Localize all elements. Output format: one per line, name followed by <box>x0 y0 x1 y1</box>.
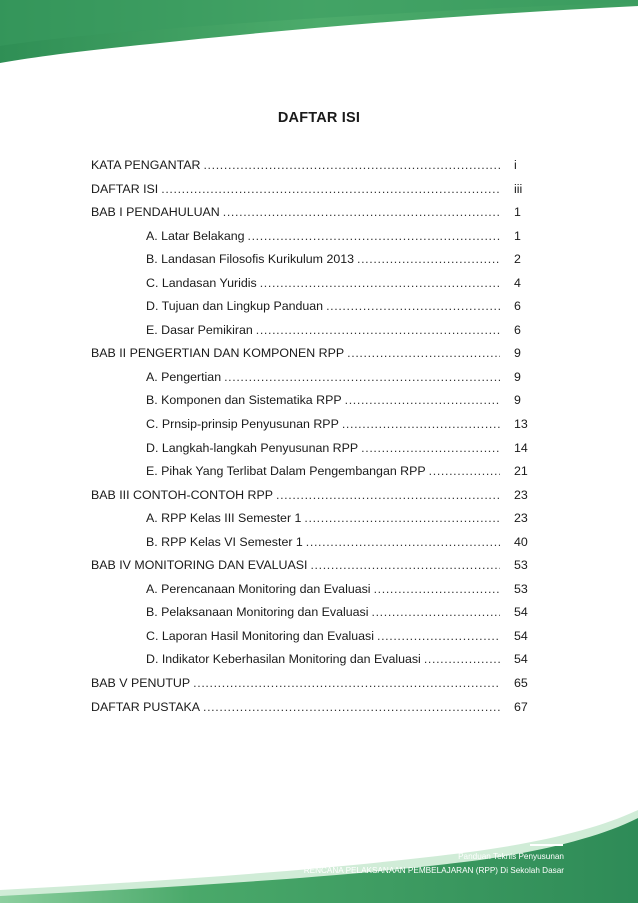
toc-entry <box>91 460 531 484</box>
toc-entry <box>91 413 531 437</box>
toc-entry <box>91 507 531 531</box>
toc-entry-title: KATA PENGANTAR . . . <box>91 154 500 178</box>
footer-decoration <box>0 790 638 903</box>
footer-document-title: RENCANA PELAKSANAAN PEMBELAJARAN (RPP) Di Sekolah Dasar <box>303 866 564 875</box>
toc-entry <box>91 484 531 508</box>
page-number-underline <box>530 844 563 846</box>
toc-entry-page: 65 <box>514 676 528 691</box>
toc-entry-page: 67 <box>514 699 528 714</box>
toc-entry <box>91 272 531 296</box>
header-decoration <box>0 0 638 70</box>
toc-entry-page: 9 <box>514 369 521 384</box>
toc-entry <box>91 248 531 272</box>
toc-entry <box>91 201 531 225</box>
toc-entry <box>91 437 531 461</box>
toc-entry-title: B. RPP Kelas VI Semester 1 . . . <box>146 531 500 555</box>
toc-entry-title: D. Tujuan dan Lingkup Panduan . . . <box>146 295 500 319</box>
toc-entry <box>91 531 531 555</box>
toc-entry-title: E. Pihak Yang Terlibat Dalam Pengembangan RPP . . . <box>146 460 500 484</box>
table-of-contents <box>91 154 531 719</box>
toc-entry-title: A. Latar Belakang . . . <box>146 225 500 249</box>
toc-entry-page: 6 <box>514 299 521 314</box>
toc-entry <box>91 319 531 343</box>
toc-entry <box>91 672 531 696</box>
toc-entry-page: 9 <box>514 346 521 361</box>
toc-entry-title: B. Pelaksanaan Monitoring dan Evaluasi . . . <box>146 601 500 625</box>
toc-entry-page: 40 <box>514 534 528 549</box>
toc-entry <box>91 342 531 366</box>
toc-entry-title: B. Komponen dan Sistematika RPP . . . <box>146 389 500 413</box>
toc-entry-title: BAB III CONTOH-CONTOH RPP . . . <box>91 484 500 508</box>
toc-entry-page: 21 <box>514 464 528 479</box>
toc-entry-page: 4 <box>514 275 521 290</box>
toc-entry-title: A. Pengertian . . . <box>146 366 500 390</box>
toc-entry <box>91 389 531 413</box>
toc-entry <box>91 578 531 602</box>
toc-entry-page: 14 <box>514 440 528 455</box>
toc-entry <box>91 178 531 202</box>
toc-entry-title: DAFTAR PUSTAKA . . . <box>91 696 500 720</box>
toc-entry-page: 53 <box>514 558 528 573</box>
toc-entry-page: 54 <box>514 652 528 667</box>
toc-entry-page: 9 <box>514 393 521 408</box>
toc-entry-page: 53 <box>514 581 528 596</box>
toc-entry-page: i <box>514 158 517 172</box>
toc-entry <box>91 225 531 249</box>
toc-entry-title: BAB I PENDAHULUAN . . . <box>91 201 500 225</box>
toc-entry-page: 54 <box>514 605 528 620</box>
toc-entry <box>91 696 531 720</box>
toc-entry <box>91 601 531 625</box>
toc-entry-page: 2 <box>514 252 521 267</box>
toc-entry-page: 23 <box>514 487 528 502</box>
toc-entry-title: BAB V PENUTUP . . . <box>91 672 500 696</box>
toc-entry-page: 13 <box>514 417 528 432</box>
toc-entry-page: 1 <box>514 205 521 220</box>
toc-entry-page: 6 <box>514 322 521 337</box>
toc-entry <box>91 154 531 178</box>
page-title: DAFTAR ISI <box>277 110 361 126</box>
toc-entry <box>91 295 531 319</box>
toc-entry <box>91 625 531 649</box>
toc-entry-title: A. RPP Kelas III Semester 1 . . . <box>146 507 500 531</box>
toc-entry-title: C. Prnsip-prinsip Penyusunan RPP . . . <box>146 413 500 437</box>
toc-entry <box>91 366 531 390</box>
toc-entry <box>91 554 531 578</box>
toc-entry-title: DAFTAR ISI . . . <box>91 178 500 202</box>
page-number: iii <box>540 826 552 840</box>
toc-entry-title: B. Landasan Filosofis Kurikulum 2013 . . . <box>146 248 500 272</box>
toc-entry-title: D. Langkah-langkah Penyusunan RPP . . . <box>146 437 500 461</box>
toc-entry-title: C. Landasan Yuridis . . . <box>146 272 500 296</box>
toc-entry-title: C. Laporan Hasil Monitoring dan Evaluasi . . . <box>146 625 500 649</box>
toc-entry-title: BAB IV MONITORING DAN EVALUASI . . . <box>91 554 500 578</box>
footer-subtitle: Panduan Teknis Penyusunan <box>458 852 564 861</box>
toc-entry-page: 23 <box>514 511 528 526</box>
toc-entry-title: E. Dasar Pemikiran . . . <box>146 319 500 343</box>
toc-entry <box>91 648 531 672</box>
toc-entry-title: A. Perencanaan Monitoring dan Evaluasi . . . <box>146 578 500 602</box>
toc-entry-page: 54 <box>514 628 528 643</box>
toc-entry-page: 1 <box>514 228 521 243</box>
toc-entry-page: iii <box>514 181 523 196</box>
toc-entry-title: BAB II PENGERTIAN DAN KOMPONEN RPP . . . <box>91 342 500 366</box>
toc-entry-title: D. Indikator Keberhasilan Monitoring dan Evaluasi . . . <box>146 648 500 672</box>
